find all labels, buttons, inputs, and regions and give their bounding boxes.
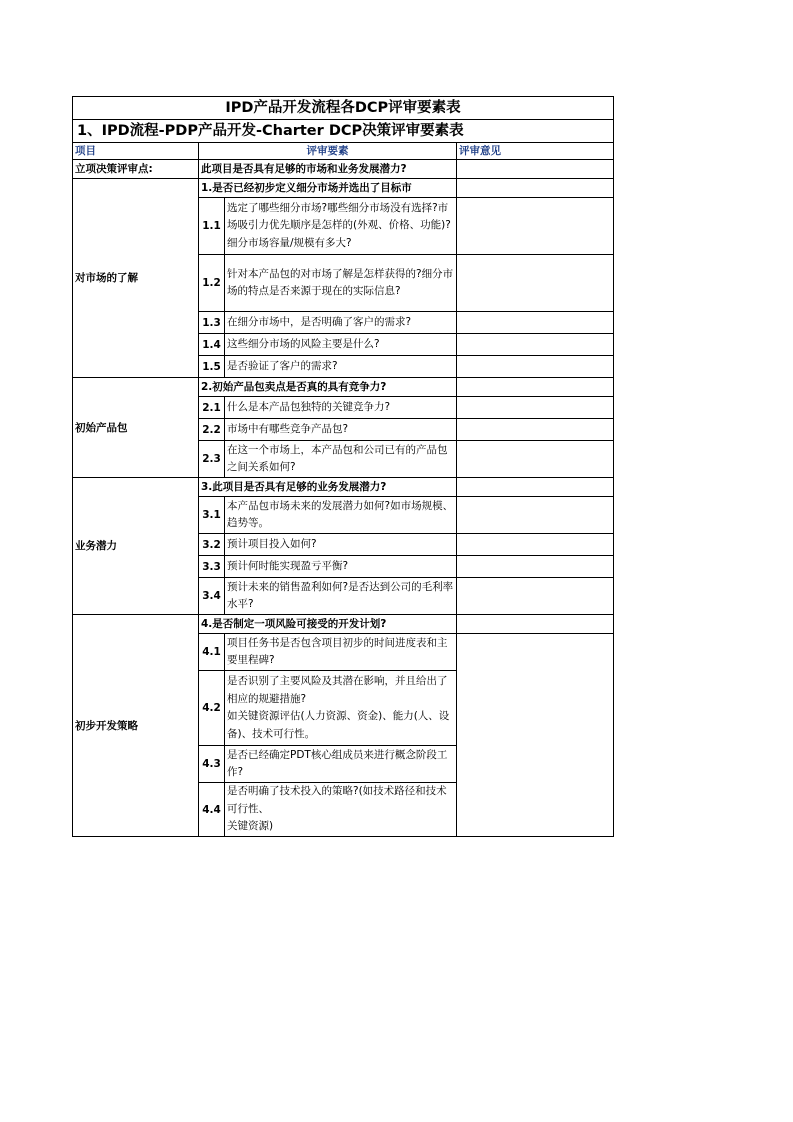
opinion-cell[interactable] [457, 441, 614, 478]
item-text: 在这一个市场上，本产品包和公司已有的产品包之间关系如何? [225, 441, 457, 478]
opinion-cell[interactable] [457, 198, 614, 255]
opinion-cell[interactable] [457, 356, 614, 378]
section-heading: 3.此项目是否具有足够的业务发展潜力? [199, 478, 457, 497]
opinion-cell[interactable] [457, 255, 614, 312]
item-number: 4.4 [199, 783, 225, 837]
item-text: 这些细分市场的风险主要是什么? [225, 334, 457, 356]
item-number: 3.3 [199, 556, 225, 578]
item-text: 本产品包市场未来的发展潜力如何?如市场规模、趋势等。 [225, 497, 457, 534]
decision-label: 立项决策评审点: [73, 160, 199, 179]
item-text: 是否明确了技术投入的策略?(如技术路径和技术可行性、 关键资源) [225, 783, 457, 837]
opinion-cell[interactable] [457, 334, 614, 356]
header-elements: 评审要素 [199, 143, 457, 160]
item-number: 3.1 [199, 497, 225, 534]
section-heading: 1.是否已经初步定义细分市场并选出了目标市 [199, 179, 457, 198]
header-opinion: 评审意见 [457, 143, 614, 160]
opinion-cell[interactable] [457, 397, 614, 419]
item-number: 4.1 [199, 634, 225, 671]
item-number: 4.3 [199, 746, 225, 783]
decision-text: 此项目是否具有足够的市场和业务发展潜力? [199, 160, 457, 179]
item-text: 针对本产品包的对市场了解是怎样获得的?细分市场的特点是否来源于现在的实际信息? [225, 255, 457, 312]
item-text: 预计何时能实现盈亏平衡? [225, 556, 457, 578]
category-initial-product: 初始产品包 [73, 378, 199, 478]
item-number: 4.2 [199, 671, 225, 746]
opinion-cell[interactable] [457, 378, 614, 397]
item-text: 项目任务书是否包含项目初步的时间进度表和主要里程碑? [225, 634, 457, 671]
item-text: 是否已经确定PDT核心组成员来进行概念阶段工作? [225, 746, 457, 783]
category-market: 对市场的了解 [73, 179, 199, 378]
opinion-cell[interactable] [457, 419, 614, 441]
opinion-cell[interactable] [457, 497, 614, 534]
item-text: 预计未来的销售盈利如何?是否达到公司的毛利率水平? [225, 578, 457, 615]
item-number: 1.2 [199, 255, 225, 312]
opinion-cell[interactable] [457, 634, 614, 837]
item-number: 3.2 [199, 534, 225, 556]
item-number: 2.3 [199, 441, 225, 478]
opinion-cell[interactable] [457, 478, 614, 497]
review-table [72, 96, 614, 837]
item-text: 什么是本产品包独特的关键竞争力? [225, 397, 457, 419]
section-heading: 2.初始产品包卖点是否真的具有竞争力? [199, 378, 457, 397]
header-item: 项目 [73, 143, 199, 160]
category-business-potential: 业务潜力 [73, 478, 199, 615]
category-development-strategy: 初步开发策略 [73, 615, 199, 837]
table-title: IPD产品开发流程各DCP评审要素表 [73, 97, 614, 120]
section-heading: 4.是否制定一项风险可接受的开发计划? [199, 615, 457, 634]
item-text: 预计项目投入如何? [225, 534, 457, 556]
opinion-cell[interactable] [457, 534, 614, 556]
opinion-cell[interactable] [457, 578, 614, 615]
item-text: 市场中有哪些竞争产品包? [225, 419, 457, 441]
item-number: 3.4 [199, 578, 225, 615]
opinion-cell[interactable] [457, 179, 614, 198]
opinion-cell[interactable] [457, 615, 614, 634]
opinion-cell[interactable] [457, 556, 614, 578]
item-number: 2.1 [199, 397, 225, 419]
item-number: 1.1 [199, 198, 225, 255]
item-number: 2.2 [199, 419, 225, 441]
table-subtitle: 1、IPD流程-PDP产品开发-Charter DCP决策评审要素表 [73, 120, 614, 143]
item-text: 是否识别了主要风险及其潜在影响，并且给出了相应的规避措施? 如关键资源评估(人力资源、资金)、能力(人、设备)、技术可行性。 [225, 671, 457, 746]
item-number: 1.3 [199, 312, 225, 334]
item-number: 1.5 [199, 356, 225, 378]
item-number: 1.4 [199, 334, 225, 356]
item-text: 是否验证了客户的需求? [225, 356, 457, 378]
item-text: 选定了哪些细分市场?哪些细分市场没有选择?市场吸引力优先顺序是怎样的(外观、价格、功能)?细分市场容量/规模有多大? [225, 198, 457, 255]
opinion-cell[interactable] [457, 160, 614, 179]
opinion-cell[interactable] [457, 312, 614, 334]
item-text: 在细分市场中，是否明确了客户的需求? [225, 312, 457, 334]
